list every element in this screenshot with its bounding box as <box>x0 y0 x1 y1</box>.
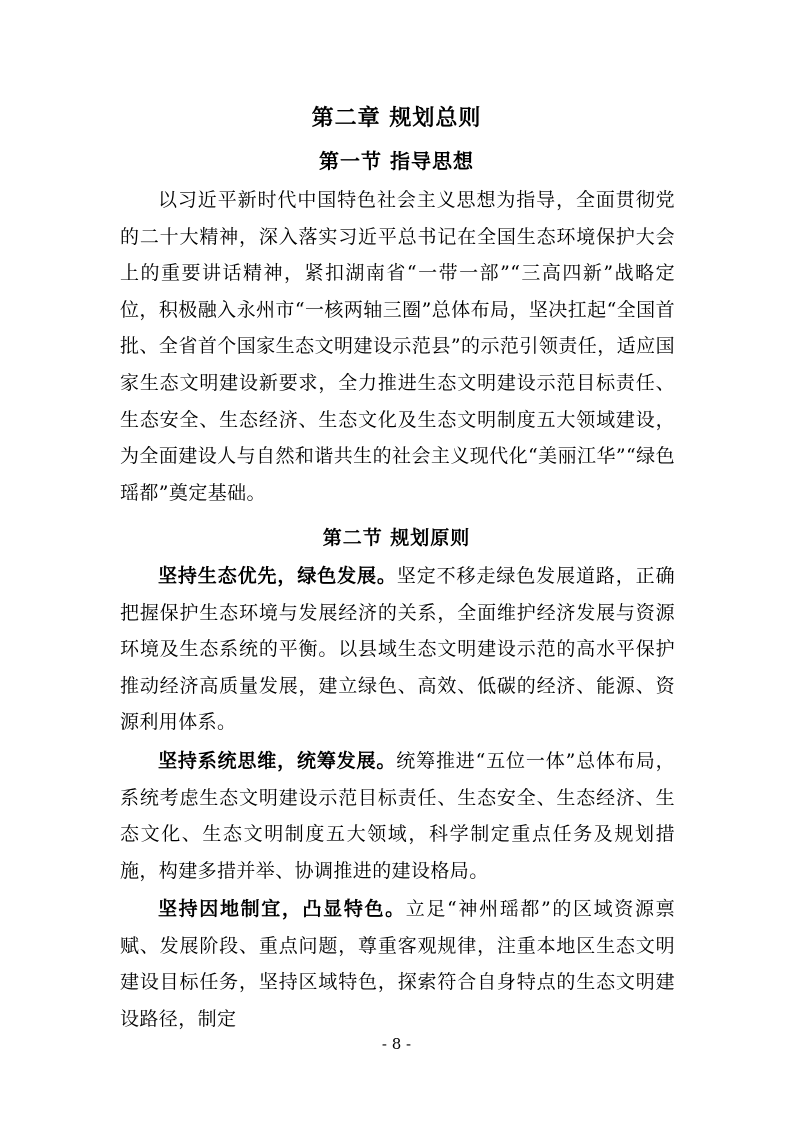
principle-lead: 坚持生态优先，绿色发展。 <box>158 565 397 587</box>
principle-paragraph <box>120 558 675 741</box>
principle-text: 坚定不移走绿色发展道路，正确把握保护生态环境与发展经济的关系，全面维护经济发展与资源环境及生态系统的平衡。以县域生态文明建设示范的高水平保护推动经济高质量发展，建立绿色、高效、低碳的经济、能源、资源利用体系。 <box>120 565 675 734</box>
principle-text: 统筹推进“五位一体”总体布局，系统考虑生态文明建设示范目标责任、生态安全、生态经济、生态文化、生态文明制度五大领域，科学制定重点任务及规划措施，构建多措并举、协调推进的建设格局。 <box>120 750 675 882</box>
principle-paragraph <box>120 891 675 1037</box>
principle-paragraph <box>120 743 675 889</box>
page-number: - 8 - <box>381 1035 412 1053</box>
principle-lead: 坚持系统思维，统筹发展。 <box>158 750 397 772</box>
guiding-ideology-paragraph: 以习近平新时代中国特色社会主义思想为指导，全面贯彻党的二十大精神，深入落实习近平总书记在全国生态环境保护大会上的重要讲话精神，紧扣湖南省“一带一部”“三高四新”战略定位，积极融入永州市“一核两轴三圈”总体布局，坚决扛起“全国首批、全省首个国家生态文明建设示范县”的示范引领责任，适应国家生态文明建设新要求，全力推进生态文明建设示范目标责任、生态安全、生态经济、生态文化及生态文明制度五大领域建设，为全面建设人与自然和谐共生的社会主义现代化“美丽江华”“绿色瑶都”奠定基础。 <box>120 189 675 504</box>
chapter-title: 第二章 规划总则 <box>311 106 482 131</box>
section-title-guiding-ideology: 第一节 指导思想 <box>319 149 474 173</box>
principle-text: 立足“神州瑶都”的区域资源禀赋、发展阶段、重点问题，尊重客观规律，注重本地区生态文明建设目标任务，坚持区域特色，探索符合自身特点的生态文明建设路径，制定 <box>120 898 675 1030</box>
section-title-planning-principles: 第二节 规划原则 <box>322 527 471 549</box>
principle-lead: 坚持因地制宜，凸显特色。 <box>158 898 406 920</box>
